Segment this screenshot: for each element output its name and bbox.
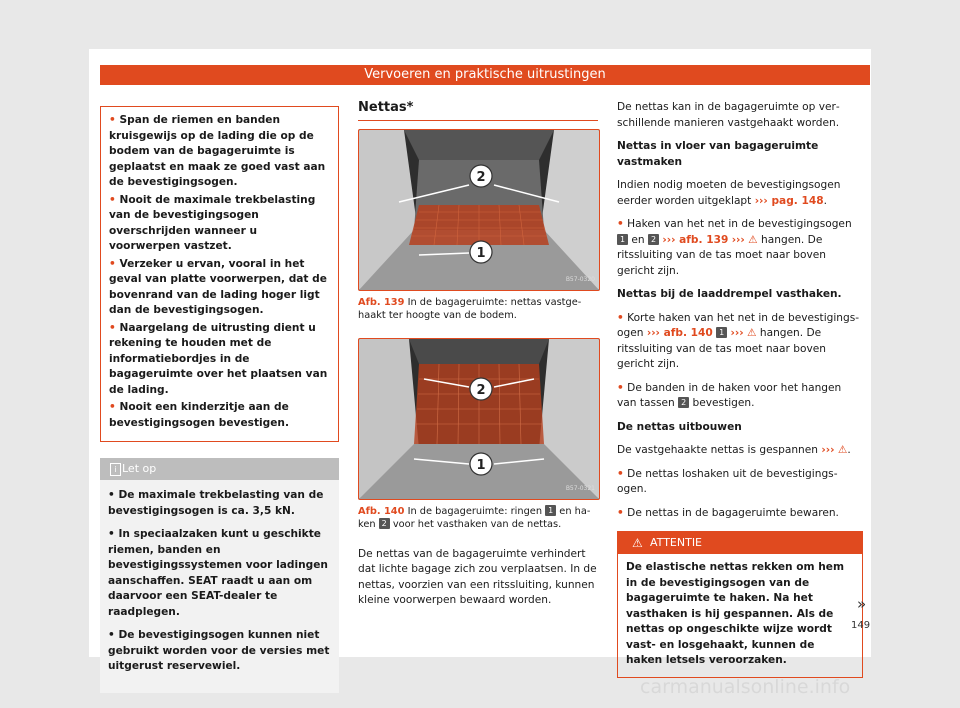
manual-page bbox=[89, 49, 871, 672]
bullet-item: • De nettas in de bagageruimte bewaren. bbox=[617, 506, 839, 519]
figure-140 bbox=[358, 338, 600, 500]
warning-triangle-icon: ⚠ bbox=[748, 233, 758, 246]
note-item: • De bevestigingsogen kunnen niet gebruikt worden voor de versies met uitgerust reservewiel. bbox=[108, 629, 330, 672]
warning-item: • Naargelang de uitrusting dient u rekening te houden met de informatiebordjes in de bagageruimte over het plaatsen van de lading. bbox=[109, 321, 328, 396]
column-middle bbox=[358, 100, 598, 617]
figure-reference-link[interactable]: ››› afb. 140 bbox=[646, 327, 713, 339]
subheading: Nettas bij de laaddrempel vasthaken. bbox=[617, 288, 842, 300]
note-title: Let op bbox=[122, 462, 157, 475]
note-body bbox=[100, 480, 339, 693]
callout-1: 1 bbox=[476, 457, 486, 473]
note-item: • In speciaalzaken kunt u geschikte riemen, banden en bevestigingssystemen voor ladingen aanschaffen. SEAT raadt u aan om daarvoor een SEAT-dealer te raadplegen. bbox=[108, 528, 328, 618]
warning-triangle-icon: ⚠ bbox=[632, 536, 643, 550]
paragraph: Indien nodig moeten de bevestigingsogen eerder worden uitgeklapt ››› pag. 148. bbox=[617, 179, 841, 207]
trunk-net-illustration bbox=[359, 130, 599, 290]
note-item: • De maximale trekbelasting van de bevestigingsogen is ca. 3,5 kN. bbox=[108, 489, 324, 517]
warning-item: • Span de riemen en banden kruisgewijs op de lading die op de bodem van de bagageruimte is geplaatst en maak ze goed vast aan de bevestigingsogen. bbox=[109, 114, 326, 188]
intro-paragraph: De nettas kan in de bagageruimte op verschillende manieren vastgehaakt worden. bbox=[617, 101, 840, 129]
body-paragraph: De nettas van de bagageruimte verhindert dat lichte bagage zich zou verplaatsen. In de nettas, voorzien van een ritssluiting, kunnen kleine voorwerpen bewaard worden. bbox=[358, 547, 597, 606]
column-left bbox=[100, 106, 339, 693]
callout-2: 2 bbox=[476, 169, 486, 185]
bullet-item: • De banden in de haken voor het hangen van tassen 2 bevestigen. bbox=[617, 381, 842, 409]
attention-box bbox=[617, 531, 863, 678]
trunk-net-rings-illustration bbox=[359, 339, 599, 499]
warning-item: • Nooit de maximale trekbelasting van de bevestigingsogen overschrijden wanneer u voorwerpen vastzet. bbox=[109, 193, 316, 252]
bullet-item: • Haken van het net in de bevestigingsogen 1 en 2 ››› afb. 139 ››› ⚠ hangen. De ritssluiting van de tas moet naar boven gericht zijn. bbox=[617, 218, 852, 277]
warning-continuation-box bbox=[100, 106, 339, 442]
warning-triangle-icon: ⚠ bbox=[747, 327, 757, 339]
figure-code: B57-0321 bbox=[565, 485, 595, 492]
note-header bbox=[100, 458, 339, 480]
callout-2: 2 bbox=[476, 382, 486, 398]
paragraph: De vastgehaakte nettas is gespannen ››› ⚠. bbox=[617, 444, 851, 456]
figure-139 bbox=[358, 129, 600, 291]
continue-marker: » bbox=[857, 595, 867, 613]
page-reference-link[interactable]: ››› pag. 148 bbox=[754, 194, 824, 207]
section-title: Nettas* bbox=[358, 100, 598, 121]
bullet-item: • De nettas loshaken uit de bevestigingsogen. bbox=[617, 467, 838, 495]
figure-reference-link[interactable]: ››› afb. 139 bbox=[662, 233, 729, 246]
warning-item: • Verzeker u ervan, vooral in het geval van platte voorwerpen, dat de bovenrand van de lading hoger ligt dan de bevestigingsogen. bbox=[109, 257, 327, 316]
callout-1: 1 bbox=[476, 245, 486, 261]
figure-caption: Afb. 139 In de bagageruimte: nettas vastgehaakt ter hoogte van de bodem. bbox=[358, 296, 582, 321]
subheading: Nettas in vloer van bagageruimte vastmaken bbox=[617, 140, 819, 168]
warning-item: • Nooit een kinderzitje aan de bevestigingsogen bevestigen. bbox=[109, 401, 289, 429]
watermark-text: carmanualsonline.info bbox=[640, 676, 851, 698]
column-right bbox=[617, 100, 863, 678]
subheading: De nettas uitbouwen bbox=[617, 420, 742, 433]
warning-triangle-icon: ⚠ bbox=[837, 444, 848, 456]
figure-caption: Afb. 140 In de bagageruimte: ringen 1 en haken 2 voor het vasthaken van de nettas. bbox=[358, 505, 591, 530]
attention-text: De elastische nettas rekken om hem in de bevestigingsogen van de bagageruimte te haken. Na het vasthaken is hij gespannen. Als de nettas op ongeschikte wijze wordt vast- en losgehaakt, kunnen de haken letsels veroorzaken. bbox=[626, 561, 845, 666]
attention-header bbox=[618, 532, 862, 554]
info-icon: i bbox=[110, 463, 121, 476]
figure-code: B57-0320 bbox=[565, 276, 595, 283]
bullet-item: • Korte haken van het net in de bevestigingsogen ››› afb. 140 1 ››› ⚠ hangen. De ritssluiting van de tas moet naar boven gericht zijn. bbox=[617, 311, 860, 370]
attention-title: ATTENTIE bbox=[650, 536, 703, 549]
page-number: 149 bbox=[851, 620, 871, 631]
page-header: Vervoeren en praktische uitrustingen bbox=[100, 65, 870, 85]
note-box bbox=[100, 458, 339, 693]
